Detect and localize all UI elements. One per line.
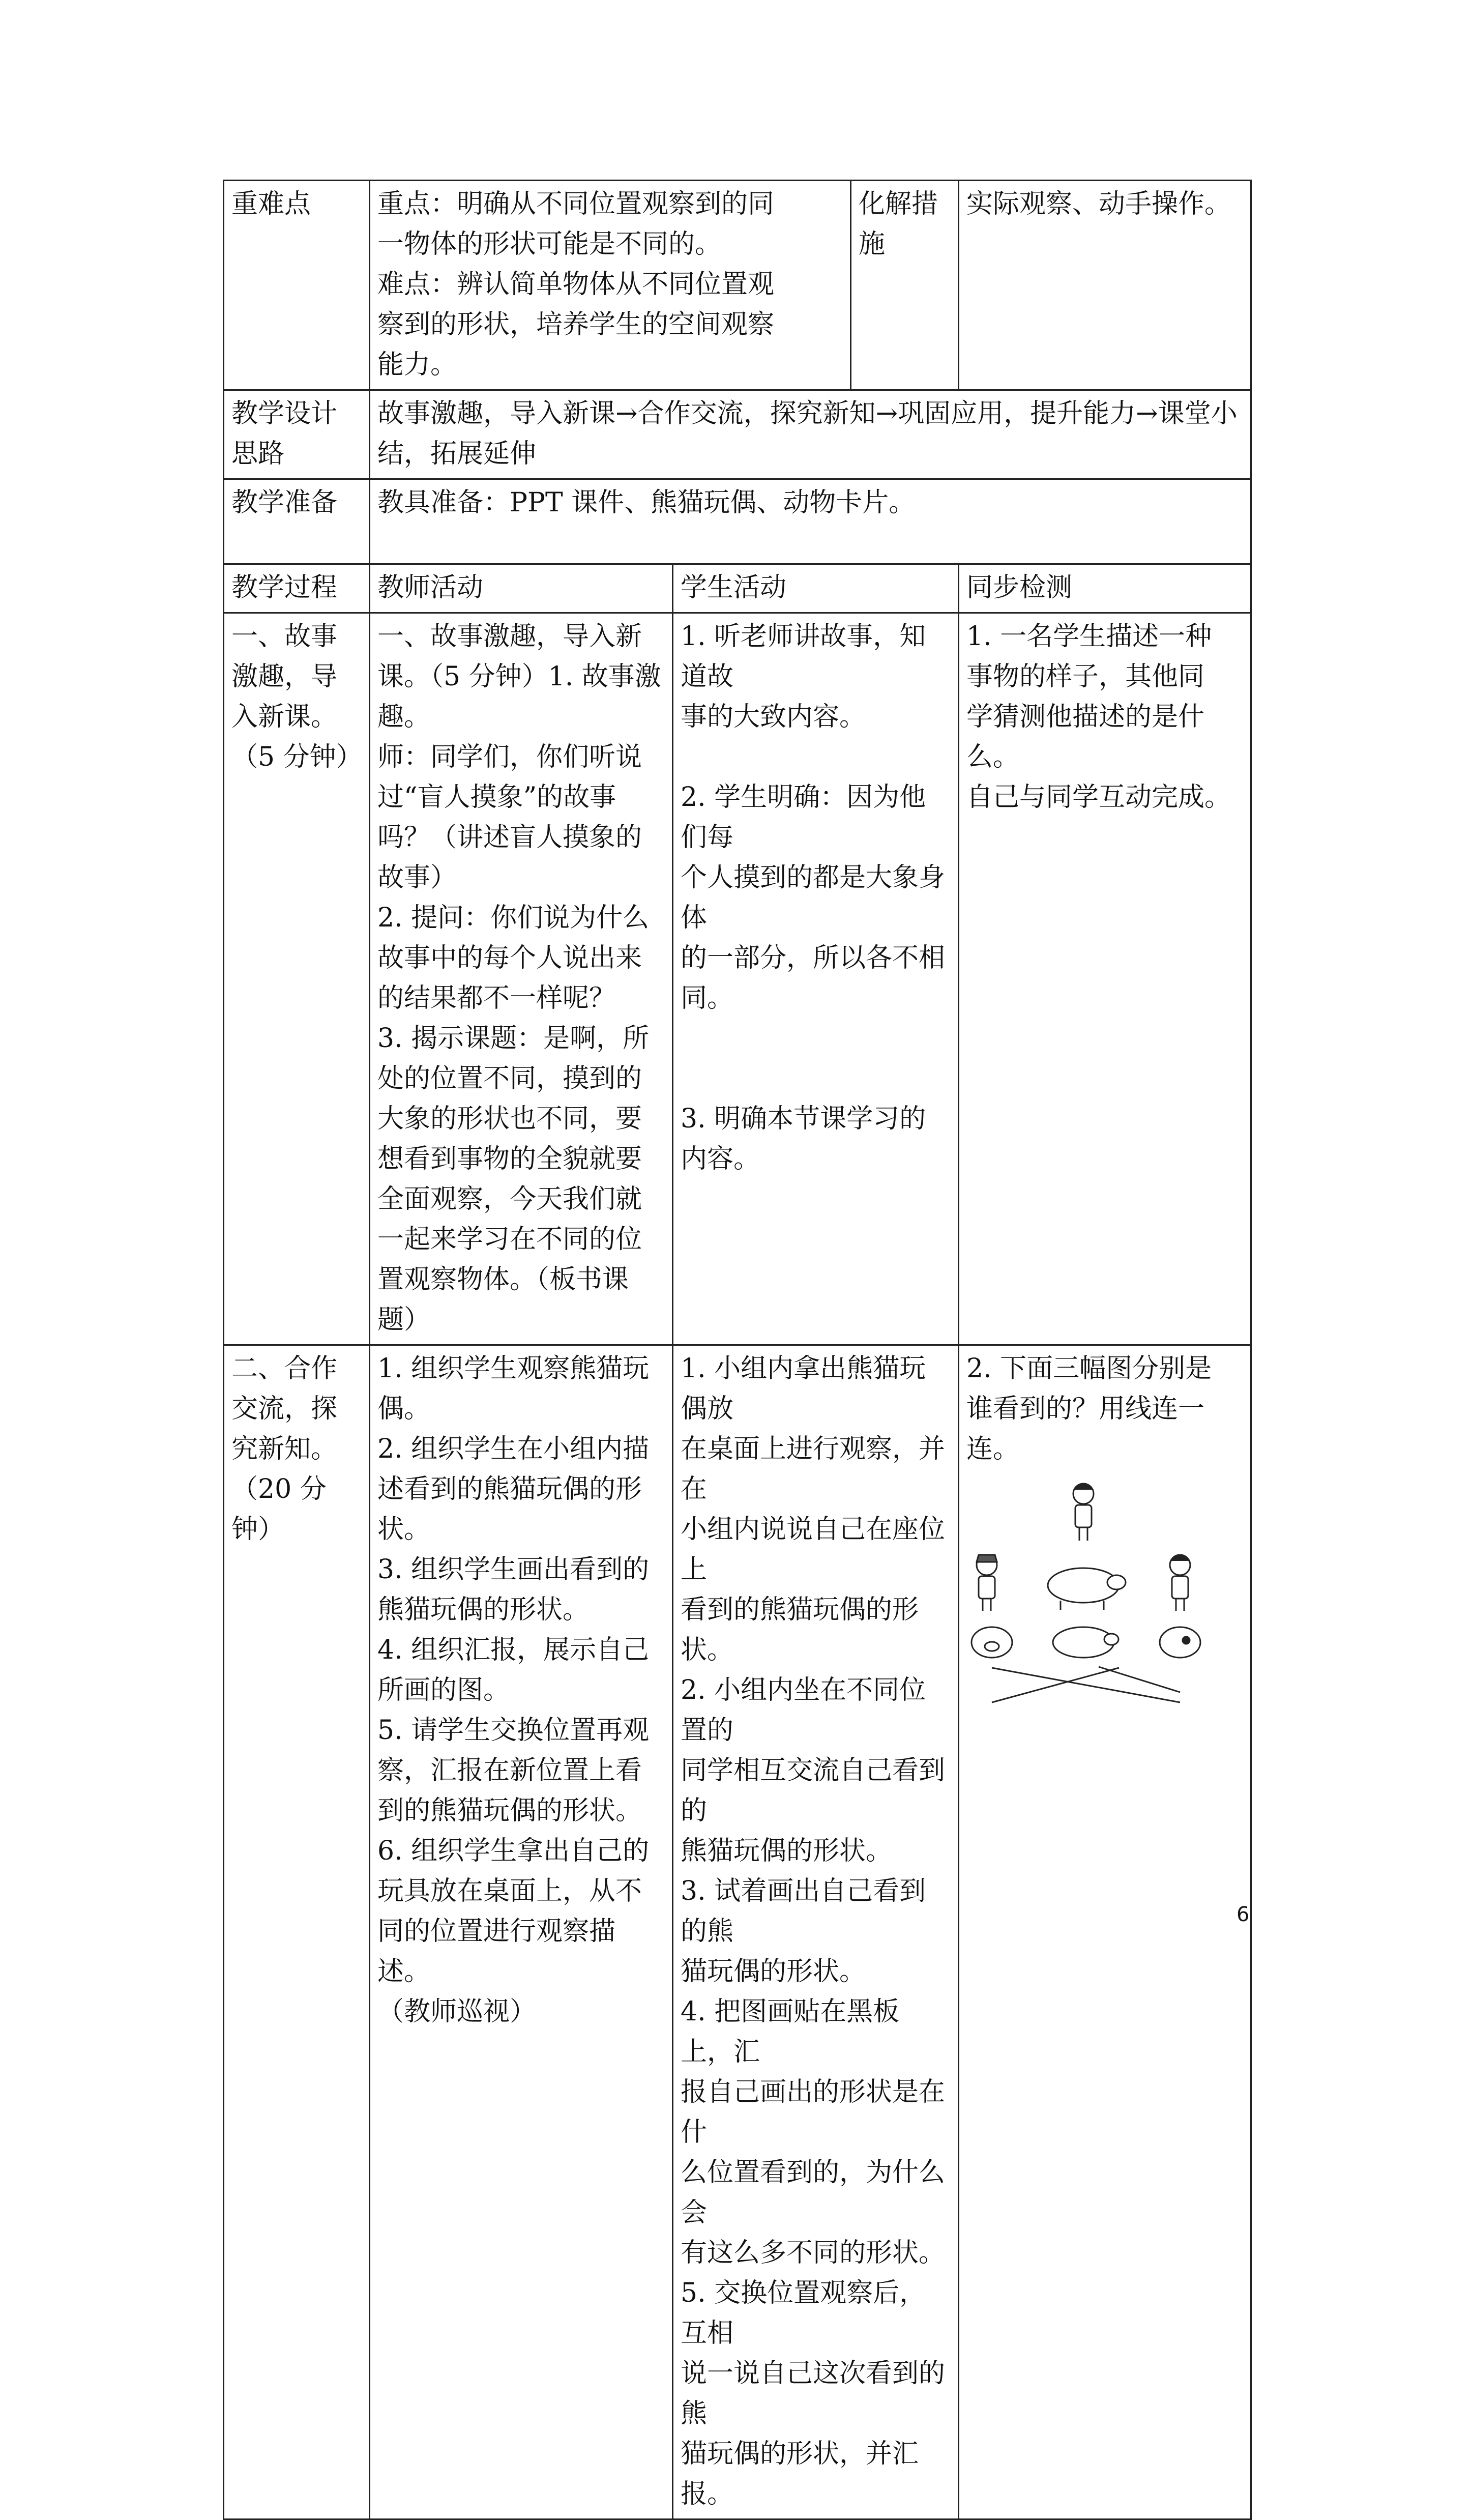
page-number: 6 [1237, 1903, 1250, 1926]
stage2-check: 2. 下面三幅图分别是 谁看到的？用线连一 连。 [959, 1345, 1251, 2519]
prep-label: 教学准备 [224, 479, 370, 564]
header-teacher: 教师活动 [370, 564, 673, 613]
row-difficulty [224, 181, 1251, 390]
stage1-label: 一、故事 激趣，导 入新课。 （5 分钟） [224, 613, 370, 1345]
difficulty-label: 重难点 [224, 181, 370, 390]
lesson-plan-table [223, 180, 1252, 2520]
stage1-check: 1. 一名学生描述一种 事物的样子，其他同 学猜测他描述的是什 么。 自己与同学互动完成。 [959, 613, 1251, 1345]
measure-label: 化解措施 [851, 181, 959, 390]
row-stage-2 [224, 1345, 1251, 2519]
stage1-teacher: 一、故事激趣，导入新 课。（5 分钟）1. 故事激 趣。 师：同学们，你们听说 过“盲人摸象”的故事 吗？（讲述盲人摸象的 故事） 2. 提问：你们说为什么 故事中的每个人说出来 的结果都不一样呢？ 3. 揭示课题：是啊，所 处的位置不同，摸到的 大象的形状也不同，要 想看到事物的全貌就要 全面观察，今天我们就 一起来学习在不同的位 置观察物体。（板书课 题） [370, 613, 673, 1345]
header-process: 教学过程 [224, 564, 370, 613]
row-prep [224, 479, 1251, 564]
matching-exercise-illustration [966, 1479, 1211, 1733]
measure-value: 实际观察、动手操作。 [959, 181, 1251, 390]
header-check: 同步检测 [959, 564, 1251, 613]
girl-figure-right [1170, 1555, 1190, 1611]
pig-back-view [1160, 1627, 1200, 1658]
match-line-3 [1099, 1667, 1180, 1692]
stage2-label: 二、合作 交流，探 究新知。 （20 分钟） [224, 1345, 370, 2519]
girl-figure-top [1073, 1484, 1094, 1541]
stage1-student: 1. 听老师讲故事，知道故 事的大致内容。 2. 学生明确：因为他们每 个人摸到的都是大象身体 的一部分，所以各不相同。 3. 明确本节课学习的内容。 [673, 613, 959, 1345]
prep-content: 教具准备：PPT 课件、熊猫玩偶、动物卡片。 [370, 479, 1251, 564]
stage2-teacher: 1. 组织学生观察熊猫玩 偶。 2. 组织学生在小组内描 述看到的熊猫玩偶的形 状。 3. 组织学生画出看到的 熊猫玩偶的形状。 4. 组织汇报，展示自己 所画的图。 5. 请学生交换位置再观 察，汇报在新位置上看 到的熊猫玩偶的形状。 6. 组织学生拿出自己的 玩具放在桌面上，从不 同的位置进行观察描述。 （教师巡视） [370, 1345, 673, 2519]
design-content: 故事激趣，导入新课→合作交流，探究新知→巩固应用，提升能力→课堂小 结，拓展延伸 [370, 390, 1251, 479]
pig-side-view-small [1053, 1627, 1118, 1658]
match-line-2 [992, 1668, 1119, 1702]
match-line-1 [992, 1668, 1180, 1702]
pig-front-view [971, 1627, 1012, 1658]
boy-figure-left [977, 1555, 997, 1611]
header-student: 学生活动 [673, 564, 959, 613]
difficulty-content: 重点：明确从不同位置观察到的同 一物体的形状可能是不同的。 难点：辨认简单物体从不同位置观 察到的形状，培养学生的空间观察 能力。 [370, 181, 851, 390]
row-design [224, 390, 1251, 479]
row-header [224, 564, 1251, 613]
matching-exercise-svg [966, 1479, 1211, 1733]
design-label: 教学设计 思路 [224, 390, 370, 479]
pig-side-view [1048, 1568, 1126, 1610]
row-stage-1 [224, 613, 1251, 1345]
stage2-student: 1. 小组内拿出熊猫玩偶放 在桌面上进行观察，并在 小组内说说自己在座位上 看到的熊猫玩偶的形状。 2. 小组内坐在不同位置的 同学相互交流自己看到的 熊猫玩偶的形状。 3. 试着画出自己看到的熊 猫玩偶的形状。 4. 把图画贴在黑板上，汇 报自己画出的形状是在什 么位置看到的，为什么会 有这么多不同的形状。 5. 交换位置观察后，互相 说一说自己这次看到的熊 猫玩偶的形状，并汇报。 [673, 1345, 959, 2519]
